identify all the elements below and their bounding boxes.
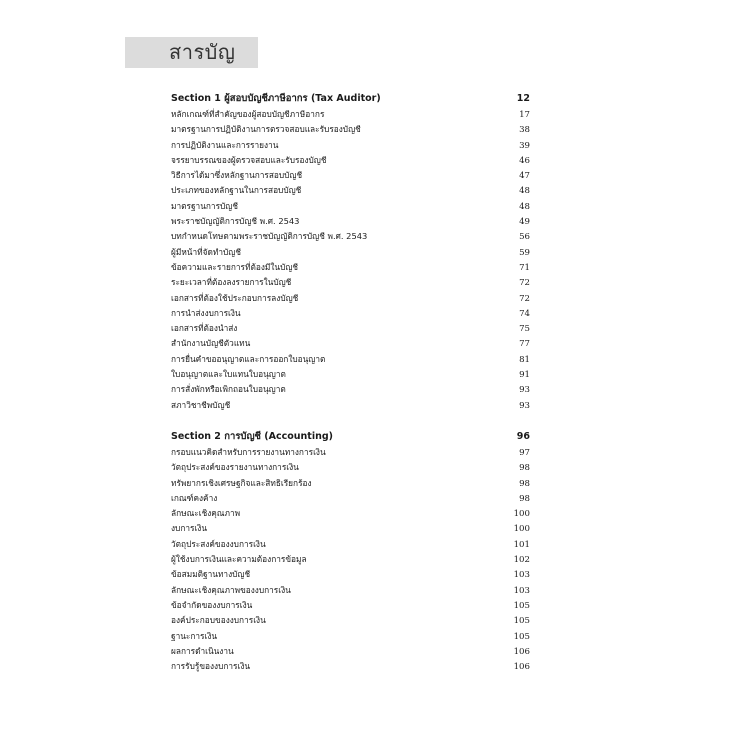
toc-entry	[171, 644, 530, 659]
toc-entry	[171, 598, 530, 613]
toc-entry-page: 81	[519, 354, 530, 365]
toc-entry-page: 59	[519, 247, 530, 258]
toc-entry-label: กรอบแนวคิดสำหรับการรายงานทางการเงิน	[171, 447, 326, 457]
toc-entry-page: 75	[519, 324, 530, 335]
toc-entry	[171, 445, 530, 460]
toc-entry-label: ผลการดำเนินงาน	[171, 645, 234, 656]
toc-entry-label: การสั่งพักหรือเพิกถอนใบอนุญาต	[171, 384, 286, 395]
toc-entry-page: 101	[513, 539, 530, 550]
toc-entry-page: 93	[519, 385, 530, 396]
toc-entry	[171, 214, 530, 229]
toc-entry-label: เอกสารที่ต้องใช้ประกอบการลงบัญชี	[171, 292, 299, 303]
toc-entry-page: 106	[513, 662, 530, 673]
section-heading	[171, 429, 530, 444]
toc-entry-label: วัตถุประสงค์ของงบการเงิน	[171, 538, 266, 549]
page-title: สารบัญ	[169, 40, 236, 64]
toc-entry-page: 105	[513, 600, 530, 611]
toc-entry	[171, 552, 530, 567]
toc-entry	[171, 183, 530, 198]
toc-entry-label: การยื่นคำขออนุญาตและการออกใบอนุญาต	[171, 353, 326, 364]
toc-entry-label: ประเภทของหลักฐานในการสอบบัญชี	[171, 185, 302, 196]
toc-section-2	[171, 429, 530, 674]
toc-entry	[171, 537, 530, 552]
toc-entry-label: สภาวิชาชีพบัญชี	[171, 399, 231, 410]
toc-entry-page: 49	[519, 217, 530, 228]
toc-title-banner	[125, 37, 258, 68]
toc-entry-label: ข้อความและรายการที่ต้องมีในบัญชี	[171, 261, 299, 272]
toc-entry-label: ฐานะการเงิน	[171, 630, 218, 641]
toc-entry-page: 38	[519, 125, 530, 136]
toc-entry-label: ระยะเวลาที่ต้องลงรายการในบัญชี	[171, 277, 292, 288]
toc-entry	[171, 336, 530, 351]
toc-entry-page: 56	[519, 232, 530, 243]
toc-entry-page: 102	[513, 555, 530, 566]
toc-entry-label: ผู้ใช้งบการเงินและความต้องการข้อมูล	[171, 554, 307, 565]
toc-entry	[171, 567, 530, 582]
toc-entry-page: 39	[519, 140, 530, 151]
toc-entry	[171, 382, 530, 397]
toc-entry-label: ใบอนุญาตและใบแทนใบอนุญาต	[171, 369, 286, 380]
toc-entry	[171, 476, 530, 491]
toc-entry-page: 47	[519, 171, 530, 182]
toc-entry-label: มาตรฐานการปฏิบัติงานการตรวจสอบและรับรองบัญชี	[171, 124, 361, 135]
toc-entry	[171, 245, 530, 260]
toc-entry-page: 93	[519, 400, 530, 411]
toc-entry	[171, 275, 530, 290]
toc-entry	[171, 260, 530, 275]
section-heading-title: Section 2 การบัญชี (Accounting)	[171, 431, 334, 442]
toc-entry	[171, 229, 530, 244]
toc-entry-label: สำนักงานบัญชีตัวแทน	[171, 338, 251, 349]
toc-entry	[171, 613, 530, 628]
toc-entry-page: 106	[513, 646, 530, 657]
toc-entry	[171, 629, 530, 644]
toc-entry-label: จรรยาบรรณของผู้ตรวจสอบและรับรองบัญชี	[171, 154, 327, 165]
toc-entry-label: บทกำหนดโทษตามพระราชบัญญัติการบัญชี พ.ศ. 2543	[171, 231, 368, 242]
section-heading	[171, 91, 530, 106]
toc-entry-label: วัตถุประสงค์ของรายงานทางการเงิน	[171, 462, 299, 473]
toc-entry-page: 100	[513, 509, 530, 520]
toc-entry	[171, 122, 530, 137]
toc-entry-page: 105	[513, 631, 530, 642]
toc-entry	[171, 367, 530, 382]
toc-entry	[171, 659, 530, 674]
toc-entry-label: การนำส่งงบการเงิน	[171, 307, 241, 318]
toc-entry-page: 103	[513, 570, 530, 581]
toc-entry-label: ลักษณะเชิงคุณภาพของงบการเงิน	[171, 584, 291, 595]
toc-entry	[171, 306, 530, 321]
toc-entry	[171, 107, 530, 122]
toc-entry-page: 74	[519, 308, 530, 319]
toc-entry-label: การปฏิบัติงานและการรายงาน	[171, 139, 279, 150]
toc-entry	[171, 352, 530, 367]
toc-entry-label: องค์ประกอบของงบการเงิน	[171, 615, 266, 626]
toc-entry-label: ทรัพยากรเชิงเศรษฐกิจและสิทธิเรียกร้อง	[171, 477, 312, 488]
toc-entry-page: 72	[519, 293, 530, 304]
toc-entry-label: ลักษณะเชิงคุณภาพ	[171, 508, 241, 519]
toc-entry-page: 98	[519, 463, 530, 474]
toc-entry-page: 105	[513, 616, 530, 627]
section-heading-page: 12	[516, 93, 530, 104]
toc-entry-label: ข้อสมมติฐานทางบัญชี	[171, 569, 251, 580]
toc-entry	[171, 168, 530, 183]
section-heading-page: 96	[516, 431, 530, 442]
toc-entry-page: 98	[519, 493, 530, 504]
toc-entry-label: งบการเงิน	[171, 523, 208, 534]
toc-entry-page: 48	[519, 201, 530, 212]
toc-entry-page: 46	[519, 155, 530, 166]
section-heading-title: Section 1 ผู้สอบบัญชีภาษีอากร (Tax Auditor)	[171, 93, 381, 104]
toc-entry	[171, 138, 530, 153]
toc-entry	[171, 521, 530, 536]
toc-entry-label: หลักเกณฑ์ที่สำคัญของผู้สอบบัญชีภาษีอากร	[171, 109, 325, 119]
toc-entry	[171, 291, 530, 306]
toc-entry-page: 100	[513, 524, 530, 535]
toc-entry-label: เอกสารที่ต้องนำส่ง	[171, 323, 238, 334]
toc-entry-label: เกณฑ์คงค้าง	[171, 492, 218, 503]
toc-section-1	[171, 91, 530, 413]
toc-entry-page: 91	[519, 370, 530, 381]
toc-entry-page: 71	[519, 262, 530, 273]
toc-entry-page: 72	[519, 278, 530, 289]
toc-entry-page: 17	[519, 110, 530, 120]
toc-entry-page: 103	[513, 585, 530, 596]
toc-entry	[171, 460, 530, 475]
toc-entry	[171, 398, 530, 413]
toc-entry-label: มาตรฐานการบัญชี	[171, 200, 238, 211]
toc-entry	[171, 583, 530, 598]
toc-entry-label: ข้อจำกัดของงบการเงิน	[171, 599, 253, 610]
toc-entry	[171, 153, 530, 168]
toc-entry	[171, 199, 530, 214]
toc-entry-page: 48	[519, 186, 530, 197]
toc-entry-page: 97	[519, 448, 530, 458]
toc-entry	[171, 321, 530, 336]
toc-entry-label: การรับรู้ของงบการเงิน	[171, 661, 251, 672]
toc-entry-page: 98	[519, 478, 530, 489]
toc-entry	[171, 491, 530, 506]
toc-entry-label: ผู้มีหน้าที่จัดทำบัญชี	[171, 246, 241, 257]
toc-entry	[171, 506, 530, 521]
toc-entry-page: 77	[519, 339, 530, 350]
toc-entry-label: วิธีการได้มาซึ่งหลักฐานการสอบบัญชี	[171, 170, 303, 181]
toc-entry-label: พระราชบัญญัติการบัญชี พ.ศ. 2543	[171, 216, 300, 227]
